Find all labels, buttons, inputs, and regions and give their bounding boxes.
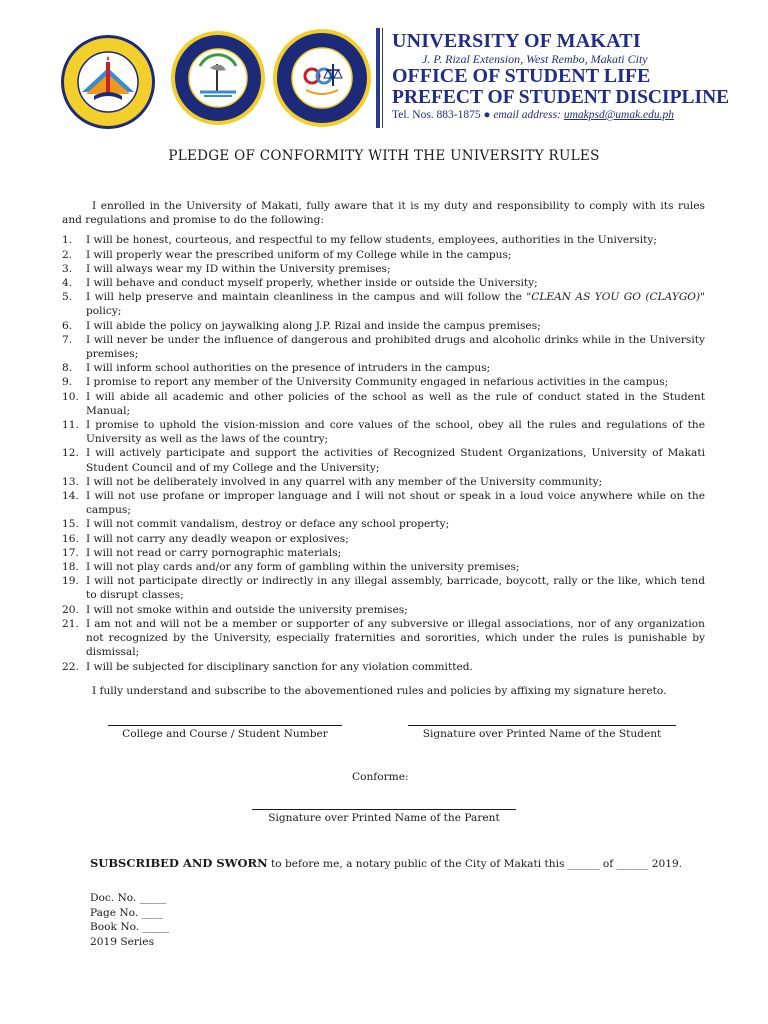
rule-number: 4. [62,277,73,290]
rule-number: 22. [62,660,79,673]
rule-number: 21. [62,617,79,630]
office-of-student-life-seal [170,30,266,126]
rule-number: 10. [62,390,79,403]
office-name: OFFICE OF STUDENT LIFE [392,65,651,87]
rule-item [62,475,705,489]
email-link[interactable]: umakpsd@umak.edu.ph [563,109,675,121]
pledge-body [62,199,705,698]
sworn-heading: SUBSCRIBED AND SWORN [90,856,268,870]
rule-item [62,617,705,660]
rule-text: I will inform school authorities on the presence of intruders in the campus; [86,362,491,375]
rule-number: 9. [62,376,73,389]
rule-number: 8. [62,362,73,375]
book-no: Book No. _____ [90,921,170,933]
university-name: UNIVERSITY OF MAKATI [392,30,641,52]
student-signature-line[interactable] [408,725,676,726]
rule-item [62,333,705,361]
notary-docs [90,891,169,949]
rule-item [62,319,705,333]
rule-text: I will be subjected for disciplinary sanction for any violation committed. [86,660,473,673]
page-no: Page No. ____ [90,906,163,919]
header-divider [376,28,380,128]
rule-emphasis: "CLEAN AS YOU GO (CLAYGO)" [526,291,705,304]
rule-item [62,660,705,674]
telephone-numbers: Tel. Nos. 883-1875 ● [392,109,491,121]
rule-text: I will not participate directly or indirectly in any illegal assembly, barricade, boycott, rally or the like, which tend to disrupt classes; [86,575,705,602]
rule-text: I am not and will not be a member or supporter of any subversive or illegal associations, nor of any organization not recognized by the University, especially fraternities and sororities, which under the rules is punishable by dismissal; [86,617,705,659]
rule-text-tail: policy; [86,305,122,318]
rule-text: I will actively participate and support the activities of Recognized Student Organizations, University of Makati Student Council and of my College and the University; [86,447,705,474]
rule-text: I will abide the policy on jaywalking along J.P. Rizal and inside the campus premises; [86,319,541,332]
rule-number: 6. [62,319,73,332]
rule-item [62,361,705,375]
rule-item [62,375,705,389]
student-signature-label: Signature over Printed Name of the Student [422,728,662,740]
rule-item [62,560,705,574]
college-course-signature-line[interactable] [108,725,342,726]
university-of-makati-seal [60,34,156,130]
rule-text: I will always wear my ID within the University premises; [86,262,391,275]
closing-paragraph: I fully understand and subscribe to the abovementioned rules and policies by affixing my signature hereto. [92,684,667,697]
rule-text: I will not use profane or improper language and I will not shout or speak in a loud voice anywhere while on the campus; [86,490,705,517]
rule-item [62,489,705,517]
notary-statement [90,855,690,872]
rule-item [62,603,705,617]
rule-text: I will properly wear the prescribed uniform of my College while in the campus; [86,248,512,261]
rule-number: 11. [62,419,79,432]
header-divider-thin [382,28,383,128]
rule-item [62,532,705,546]
rule-number: 14. [62,490,79,503]
letterhead [0,0,768,140]
rule-item [62,248,705,262]
rule-item [62,262,705,276]
rule-text: I will abide all academic and other policies of the school as well as the rule of conduct stated in the Student Manual; [86,390,705,417]
prefect-of-student-discipline-seal [272,28,372,128]
header-text-block [392,30,752,123]
rule-text: I will not smoke within and outside the university premises; [86,603,408,616]
document-title: PLEDGE OF CONFORMITY WITH THE UNIVERSITY RULES [168,148,600,164]
rule-number: 20. [62,603,79,616]
rule-item [62,233,705,247]
rule-text: I will not carry any deadly weapon or explosives; [86,532,349,545]
rule-item [62,574,705,602]
email-label: email address: [493,109,561,121]
rule-number: 17. [62,546,79,559]
rule-text: I will behave and conduct myself properly, whether inside or outside the University; [86,277,538,290]
rule-number: 1. [62,234,73,247]
rule-number: 2. [62,248,73,261]
series: 2019 Series [90,935,155,948]
doc-no: Doc. No. _____ [90,892,167,904]
rule-item [62,276,705,290]
rule-number: 19. [62,575,79,588]
parent-signature-label: Signature over Printed Name of the Parent [268,812,500,824]
rule-text: I will not read or carry pornographic materials; [86,546,342,559]
rule-number: 18. [62,561,79,574]
rule-number: 13. [62,475,79,488]
rule-number: 5. [62,291,73,304]
college-course-label: College and Course / Student Number [122,728,328,740]
rule-text: I will help preserve and maintain cleanliness in the campus and will follow the [86,291,527,304]
prefect-name: PREFECT OF STUDENT DISCIPLINE [392,87,730,108]
rule-number: 12. [62,447,79,460]
rule-number: 16. [62,532,79,545]
rule-text: I will not play cards and/or any form of gambling within the university premises; [86,561,520,574]
sworn-text: to before me, a notary public of the City of Makati this ______ of ______ 2019. [267,858,683,870]
rule-item [62,390,705,418]
rule-item [62,290,705,318]
conforme-label: Conforme: [352,771,409,783]
rule-text: I promise to report any member of the University Community engaged in nefarious activities in the campus; [86,376,669,389]
parent-signature-line[interactable] [252,809,516,810]
rule-text: I will never be under the influence of dangerous and prohibited drugs and alcoholic drinks while in the University premises; [86,333,705,361]
contact-line [392,108,752,123]
rule-text: I will not be deliberately involved in any quarrel with any member of the University community; [86,475,603,488]
rule-number: 3. [62,262,73,275]
rule-text: I will be honest, courteous, and respectful to my fellow students, employees, authorities in the University; [86,234,657,247]
rule-text: I will not commit vandalism, destroy or deface any school property; [86,518,450,531]
university-address: J. P. Rizal Extension, West Rembo, Makati City [422,52,648,66]
rule-item [62,517,705,531]
rule-item [62,446,705,474]
rule-text: I promise to uphold the vision-mission and core values of the school, obey all the rules and regulations of the University as well as the laws of the country; [86,419,705,446]
rules-list [62,233,705,673]
rule-item [62,546,705,560]
rule-number: 15. [62,518,79,531]
intro-paragraph: I enrolled in the University of Makati, fully aware that it is my duty and responsibility to comply with its rules and regulations and promise to do the following: [62,200,705,227]
rule-number: 7. [62,333,73,346]
rule-item [62,418,705,446]
